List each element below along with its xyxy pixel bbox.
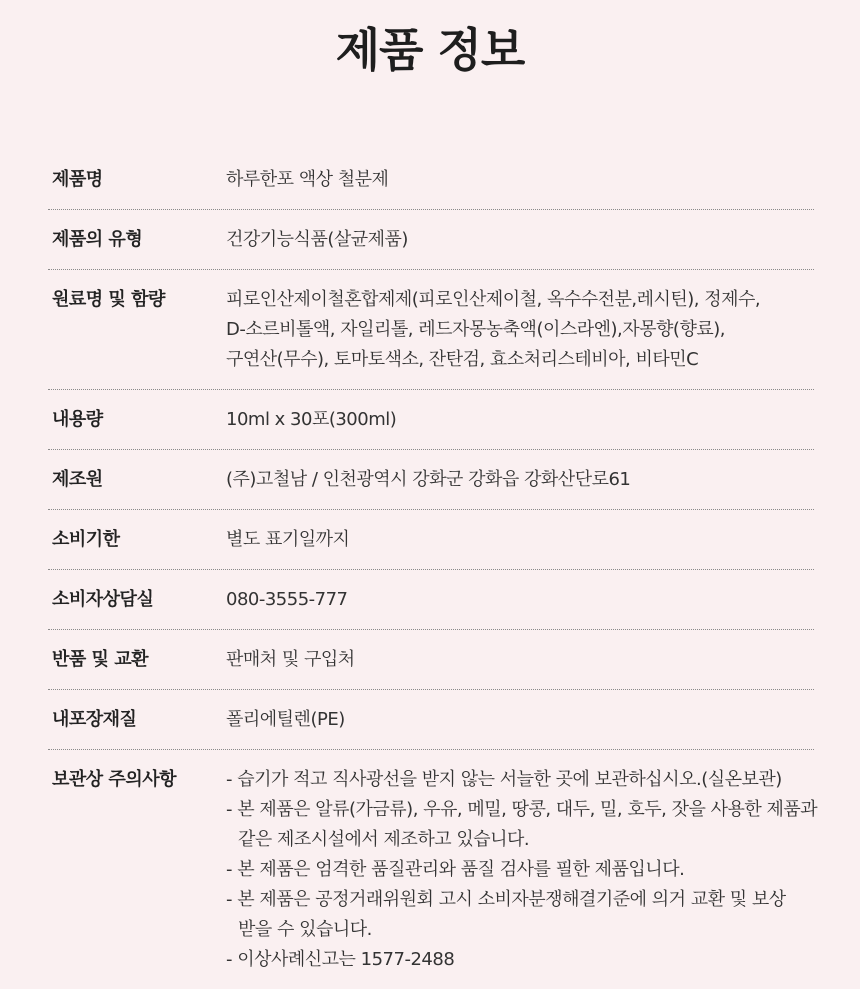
row-value (226, 285, 814, 375)
value-line: D-소르비톨액, 자일리톨, 레드자몽농축액(이스라엔),자몽향(향료), (226, 319, 725, 340)
row-label: 제품명 (52, 169, 103, 190)
info-row-storage-cautions (48, 750, 818, 989)
caution-line: 같은 제조시설에서 제조하고 있습니다. (238, 829, 530, 850)
row-label: 보관상 주의사항 (52, 769, 176, 790)
value-line: 별도 표기일까지 (226, 529, 350, 550)
row-value (226, 765, 817, 975)
value-line: (주)고철남 / 인천광역시 강화군 강화읍 강화산단로61 (226, 469, 631, 490)
value-line: 폴리에틸렌(PE) (226, 709, 345, 730)
row-value (226, 225, 814, 255)
row-value (226, 585, 814, 615)
caution-line: - 이상사례신고는 1577-2488 (226, 949, 455, 970)
value-line: 하루한포 액상 철분제 (226, 169, 389, 190)
caution-line: - 습기가 적고 직사광선을 받지 않는 서늘한 곳에 보관하십시오.(실온보관) (226, 769, 782, 790)
row-label: 반품 및 교환 (52, 649, 148, 670)
row-label: 소비기한 (52, 529, 120, 550)
caution-line: 받을 수 있습니다. (238, 919, 372, 940)
row-value (226, 645, 814, 675)
row-value (226, 705, 814, 735)
row-value (226, 465, 814, 495)
row-label: 소비자상담실 (52, 589, 154, 610)
row-label: 제품의 유형 (52, 229, 143, 250)
row-label: 제조원 (52, 469, 103, 490)
row-label: 원료명 및 함량 (52, 289, 165, 310)
info-row-product-name (48, 150, 814, 210)
value-line: 080-3555-777 (226, 589, 348, 610)
caution-line: - 본 제품은 알류(가금류), 우유, 메밀, 땅콩, 대두, 밀, 호두, 잣을 사용한 제품과 (226, 799, 818, 820)
page-title: 제품 정보 (335, 23, 525, 77)
info-row-product-type (48, 210, 814, 270)
info-row-manufacturer (48, 450, 814, 510)
info-row-returns (48, 630, 814, 690)
caution-line: - 본 제품은 공정거래위원회 고시 소비자분쟁해결기준에 의거 교환 및 보상 (226, 889, 786, 910)
info-row-ingredients (48, 270, 814, 390)
row-value (226, 405, 814, 435)
value-line: 판매처 및 구입처 (226, 649, 355, 670)
row-label: 내용량 (52, 409, 103, 430)
value-line: 10ml x 30포(300ml) (226, 409, 397, 430)
value-line: 건강기능식품(살균제품) (226, 229, 408, 250)
info-row-consumer-center (48, 570, 814, 630)
value-line: 구연산(무수), 토마토색소, 잔탄검, 효소처리스테비아, 비타민C (226, 349, 699, 370)
caution-line: - 본 제품은 엄격한 품질관리와 품질 검사를 필한 제품입니다. (226, 859, 685, 880)
product-info-table (48, 150, 818, 989)
value-line: 피로인산제이철혼합제제(피로인산제이철, 옥수수전분,레시틴), 정제수, (226, 289, 761, 310)
row-label: 내포장재질 (52, 709, 137, 730)
row-value (226, 165, 814, 195)
info-row-volume (48, 390, 814, 450)
info-row-packaging (48, 690, 814, 750)
row-value (226, 525, 814, 555)
info-row-expiry (48, 510, 814, 570)
